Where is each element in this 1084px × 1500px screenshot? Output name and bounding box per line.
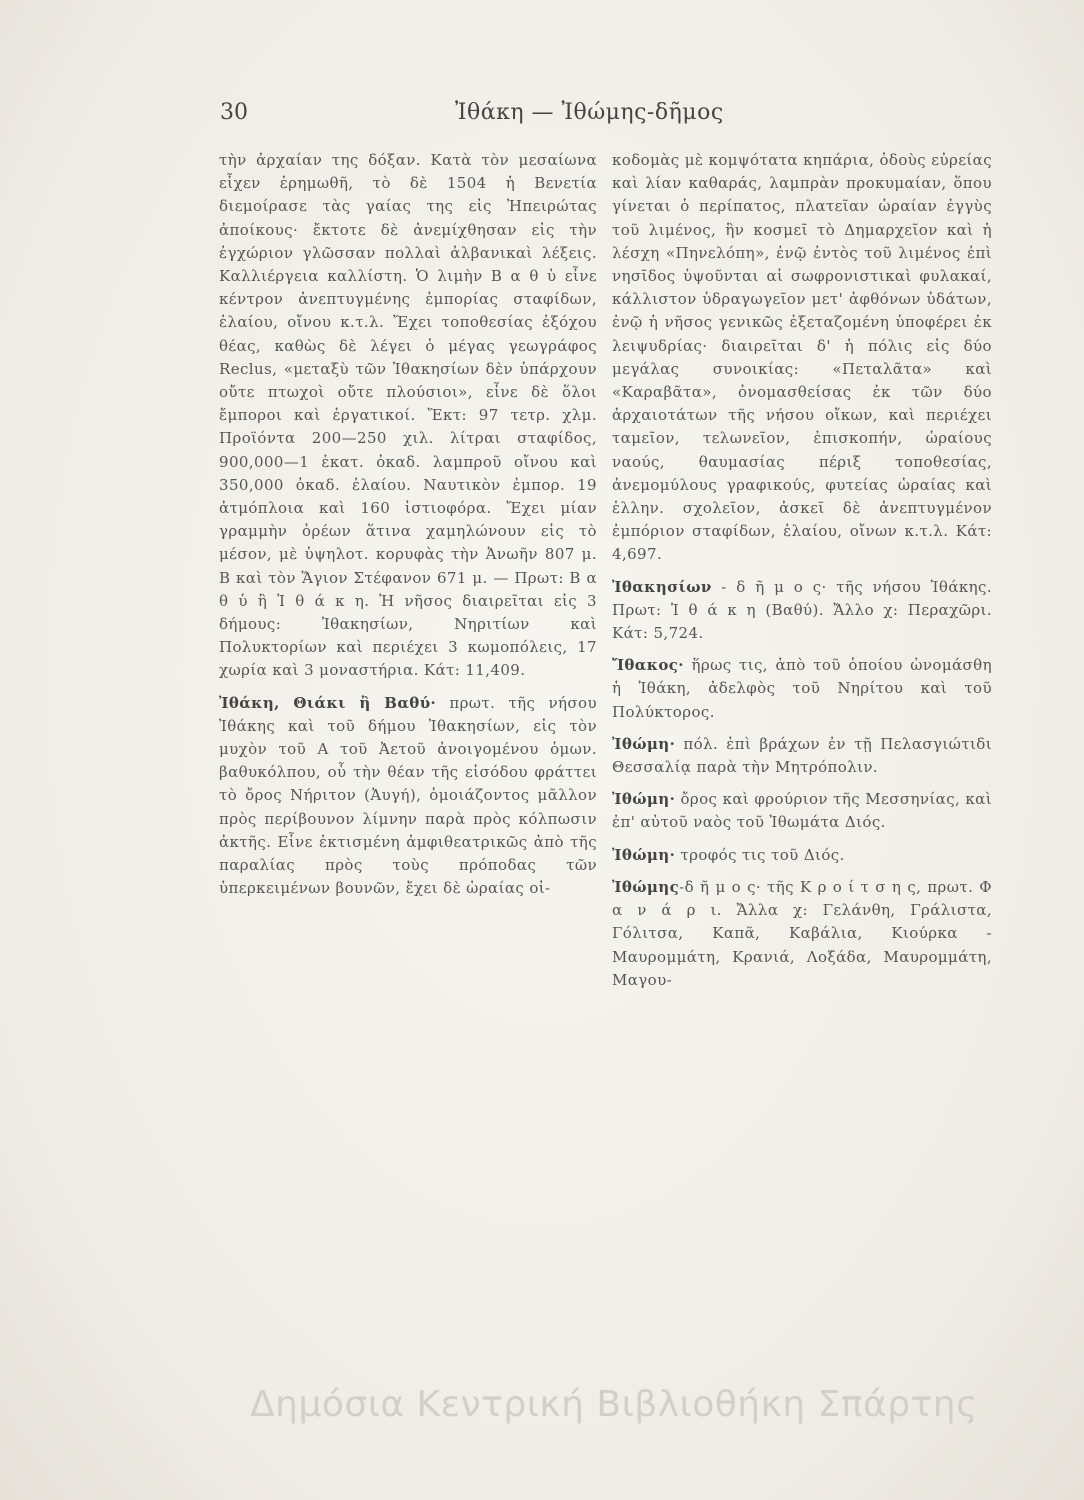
entry-headword: Ἰθώμης	[612, 877, 680, 896]
library-watermark: Δημόσια Κεντρική Βιβλιοθήκη Σπάρτης	[250, 1384, 978, 1425]
right-column	[612, 149, 992, 992]
entry-ithomis-dimos	[612, 876, 992, 992]
entry-ithomi-nurse	[612, 844, 992, 867]
paragraph	[612, 149, 992, 567]
entry-text: ἥρως τις, ἀπὸ τοῦ ὁποίου ὠνομάσθη ἡ Ἰθάκη, ἀδελφὸς τοῦ Νηρίτου καὶ τοῦ Πολύκτορος.	[612, 656, 992, 721]
entry-headword: Ἰθώμη·	[612, 790, 676, 809]
entry-headword: Ἴθακος·	[612, 656, 684, 675]
page-header	[220, 100, 870, 140]
entry-text: - δ ῆ μ ο ς· τῆς νήσου Ἰθάκης. Πρωτ: Ἰ θ ά κ η (Βαθύ). Ἄλλο χ: Περαχῶρι. Κάτ: 5,724.	[612, 577, 992, 643]
entry-ithakision	[612, 576, 992, 646]
entry-headword: Ἰθάκη, Θιάκι ἢ Βαθύ·	[219, 693, 437, 712]
entry-headword: Ἰθώμη·	[612, 845, 676, 864]
running-head: Ἰθάκη — Ἰθώμης-δῆμος	[455, 100, 724, 125]
entry-headword: Ἰθώμη·	[612, 734, 676, 753]
page-number: 30	[220, 100, 248, 125]
entry-ithomi-mountain	[612, 788, 992, 834]
entry-ithaki	[219, 692, 597, 901]
entry-text: -δ ῆ μ ο ς· τῆς Κ ρ ο ί τ σ η ς, πρωτ. Φ α ν ά ρ ι. Ἄλλα χ: Γελάνθη, Γράλιστα, Γόλιτσα, Καπᾶ, Καβάλια, Κιούρκα - Μαυρομμάτη, Κρανιά, Λοξάδα, Μαυρομμάτη, Μαγου-	[612, 877, 992, 989]
entry-text: τροφός τις τοῦ Διός.	[675, 845, 845, 864]
entry-ithakos	[612, 654, 992, 724]
paragraph-text: κοδομὰς μὲ κομψότατα κηπάρια, ὁδοὺς εὐρείας καὶ λίαν καθαράς, λαμπρὰν προκυμαίαν, ὅπου γίνεται ὁ περίπατος, πλατεῖαν ὡραίαν ἐγγὺς τοῦ λιμένος, ἣν κοσμεῖ τὸ Δημαρχεῖον καὶ ἡ λέσχη «Πηνελόπη», ἐνῷ ἐντὸς τοῦ λιμένος ἐπὶ νησῖδος ὑψοῦνται αἱ σωφρονιστικαὶ φυλακαί, κάλλιστον ὑδραγωγεῖον μετ' ἀφθόνων ὑδάτων, ἐνῷ ἡ νῆσος γενικῶς ἐξεταζομένη ὑποφέρει ἐκ λειψυδρίας· διαιρεῖται δ' ἡ πόλις εἰς δύο μεγάλας συνοικίας: «Πεταλᾶτα» καὶ «Καραβᾶτα», ὀνομασθείσας ἐκ τῶν δύο ἀρχαιοτάτων τῆς νήσου οἴκων, καὶ περιέχει ταμεῖον, τελωνεῖον, ἐπισκοπήν, ὡραίους ναούς, θαυμασίας πέριξ τοποθεσίας, ἀνεμομύλους γραφικούς, φυτείας ὡραίας καὶ ἑλλην. σχολεῖον, ἀσκεῖ δὲ ἀνεπτυγμένον ἐμπόριον σταφίδων, ἐλαίου, οἴνων κ.τ.λ. Κάτ: 4,697.	[612, 151, 992, 564]
paragraph-text: τὴν ἀρχαίαν της δόξαν. Κατὰ τὸν μεσαίωνα εἶχεν ἐρημωθῆ, τὸ δὲ 1504 ἡ Βενετία διεμοίρασε τὰς γαίας της εἰς Ἠπειρώτας ἀποίκους· ἔκτοτε δὲ ἀνεμίχθησαν εἰς τὴν ἐγχώριον γλῶσσαν πολλαὶ ἀλβανικαὶ λέξεις. Καλλιέργεια καλλίστη. Ὁ λιμὴν Β α θ ὑ εἶνε κέντρον ἀνεπτυγμένης ἐμπορίας σταφίδων, ἐλαίου, οἴνου κ.τ.λ. Ἔχει τοποθεσίας ἐξόχου θέας, καθὼς δὲ λέγει ὁ μέγας γεωγράφος Reclus, «μεταξὺ τῶν Ἰθακησίων δὲν ὑπάρχουν οὔτε πτωχοὶ οὔτε πλούσιοι», εἶνε δὲ ὅλοι ἔμποροι καὶ ἐργατικοί. Ἔκτ: 97 τετρ. χλμ. Προϊόντα 200—250 χιλ. λίτραι σταφίδος, 900,000—1 ἑκατ. ὀκαδ. λαμπροῦ οἴνου καὶ 350,000 ὀκαδ. ἐλαίου. Ναυτικὸν ἐμπορ. 19 ἀτμόπλοια καὶ 160 ἱστιοφόρα. Ἔχει μίαν γραμμὴν ὀρέων ἅτινα χαμηλώνουν εἰς τὸ μέσον, μὲ ὑψηλοτ. κορυφὰς τὴν Ἀνωῆν 807 μ. Β καὶ τὸν Ἅγιον Στέφανον 671 μ. — Πρωτ: Β α θ ὑ ἢ Ἰ θ ά κ η. Ἡ νῆσος διαιρεῖται εἰς 3 δήμους: Ἰθακησίων, Νηριτίων καὶ Πολυκτορίων καὶ περιέχει 3 κωμοπόλεις, 17 χωρία καὶ 3 μοναστήρια. Κάτ: 11,409.	[219, 151, 597, 680]
entry-text: πόλ. ἐπὶ βράχων ἐν τῇ Πελασγιώτιδι Θεσσαλίᾳ παρὰ τὴν Μητρόπολιν.	[612, 734, 992, 777]
entry-text: πρωτ. τῆς νήσου Ἰθάκης καὶ τοῦ δήμου Ἰθακησίων, εἰς τὸν μυχὸν τοῦ Α τοῦ Ἀετοῦ ἀνοιγομένου ὁμων. βαθυκόλπου, οὗ τὴν θέαν τῆς εἰσόδου φράττει τὸ ὄρος Νήριτον (Ἀυγή), ὁμοιάζοντος μᾶλλον πρὸς περίβουνον λίμνην παρὰ πρὸς κόλπωσιν ἀκτῆς. Εἶνε ἐκτισμένη ἀμφιθεατρικῶς ἀπὸ τῆς παραλίας πρὸς τοὺς πρόποδας τῶν ὑπερκειμένων βουνῶν, ἔχει δὲ ὡραίας οἰ-	[219, 693, 598, 898]
entry-text: ὄρος καὶ φρούριον τῆς Μεσσηνίας, καὶ ἐπ' αὐτοῦ ναὸς τοῦ Ἰθωμάτα Διός.	[612, 790, 992, 832]
entry-headword: Ἰθακησίων	[612, 577, 712, 596]
entry-ithomi-city	[612, 733, 992, 779]
paragraph	[219, 149, 597, 683]
left-column	[219, 149, 597, 901]
